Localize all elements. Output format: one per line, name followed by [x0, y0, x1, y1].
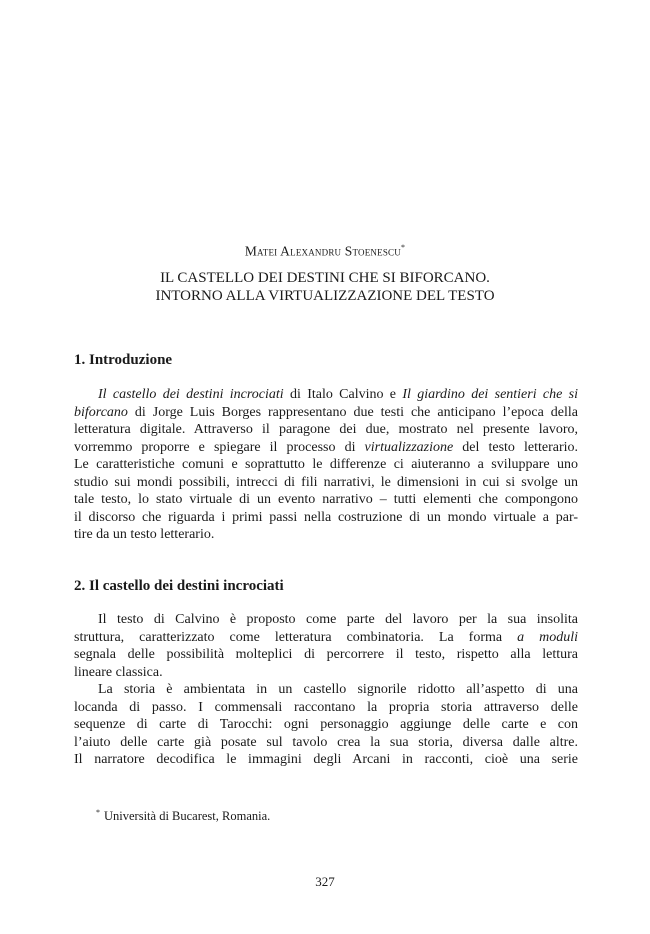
text-line: lineare classica.	[74, 664, 163, 680]
text-line: locanda di passo. I commensali raccontano la propria storia attraverso delle	[74, 699, 578, 715]
footnote-text: Università di Bucarest, Romania.	[104, 809, 271, 824]
author-name	[0, 243, 650, 260]
text-line: Il testo di Calvino è proposto come parte del lavoro per la sua insolita	[98, 612, 578, 627]
text-span: vorremmo proporre e spiegare il processo di	[74, 439, 365, 455]
footnote	[96, 808, 270, 824]
text-line	[74, 629, 578, 647]
text-line: segnala delle possibilità molteplici di percorrere il testo, rispetto alla lettura	[74, 647, 578, 662]
text-line: letteratura digitale. Attraverso il paragone dei due, mostrato nel presente lavoro,	[74, 422, 578, 437]
text-line: l’aiuto delle carte già posate sul tavolo crea la sua storia, diversa dalle altre.	[74, 734, 578, 750]
text-span: di Jorge Luis Borges rappresentano due testi che anticipano l’epoca della	[127, 404, 578, 420]
italic-term: a moduli	[517, 629, 578, 645]
text-line: tire da un testo letterario.	[74, 527, 215, 542]
text-line: tale testo, lo stato virtuale di un evento narrativo – tutti elementi che compongono	[74, 492, 578, 507]
section-1-paragraph	[74, 386, 578, 544]
text-line: Le caratteristiche comuni e soprattutto le differenze ci aiuteranno a sviluppare uno	[74, 457, 578, 472]
author-name-text: Matei Alexandru Stoenescu	[244, 243, 401, 259]
italic-title: Il castello dei destini incrociati	[98, 387, 284, 402]
text-span: del testo letterario.	[453, 439, 579, 455]
text-span: di Italo Calvino e	[283, 387, 403, 402]
text-line: La storia è ambientata in un castello signorile ridotto all’aspetto di una	[98, 682, 578, 697]
paper-title	[0, 270, 650, 305]
author-footnote-mark: *	[400, 243, 406, 252]
page-number: 327	[315, 874, 335, 889]
text-line	[74, 386, 578, 404]
italic-title: biforcano	[74, 404, 128, 420]
italic-term: virtualizzazione	[364, 439, 454, 455]
title-line-2: INTORNO ALLA VIRTUALIZZAZIONE DEL TESTO	[155, 287, 495, 304]
title-line-1: IL CASTELLO DEI DESTINI CHE SI BIFORCANO.	[160, 270, 490, 286]
section-2-paragraph-2	[74, 681, 578, 769]
text-line: studio sui mondi possibili, intrecci di fili narrativi, le dimensioni in cui si svolge un	[74, 474, 578, 490]
text-line	[74, 439, 578, 457]
section-heading-castello: 2. Il castello dei destini incrociati	[74, 578, 284, 594]
italic-title: Il giardino dei sentieri che si	[402, 387, 578, 402]
section-2-paragraph-1	[74, 611, 578, 681]
text-line: Il narratore decodifica le immagini degli Arcani in racconti, cioè una serie	[74, 752, 578, 767]
section-heading-introduzione: 1. Introduzione	[74, 352, 173, 368]
text-span: struttura, caratterizzato come letteratura combinatoria. La forma	[74, 629, 518, 645]
text-line: sequenze di carte di Tarocchi: ogni personaggio aggiunge delle carte e con	[74, 717, 578, 732]
footnote-mark: *	[96, 808, 100, 817]
text-line: il discorso che riguarda i primi passi nella costruzione di un mondo virtuale a par-	[74, 509, 578, 525]
text-line	[74, 404, 578, 422]
